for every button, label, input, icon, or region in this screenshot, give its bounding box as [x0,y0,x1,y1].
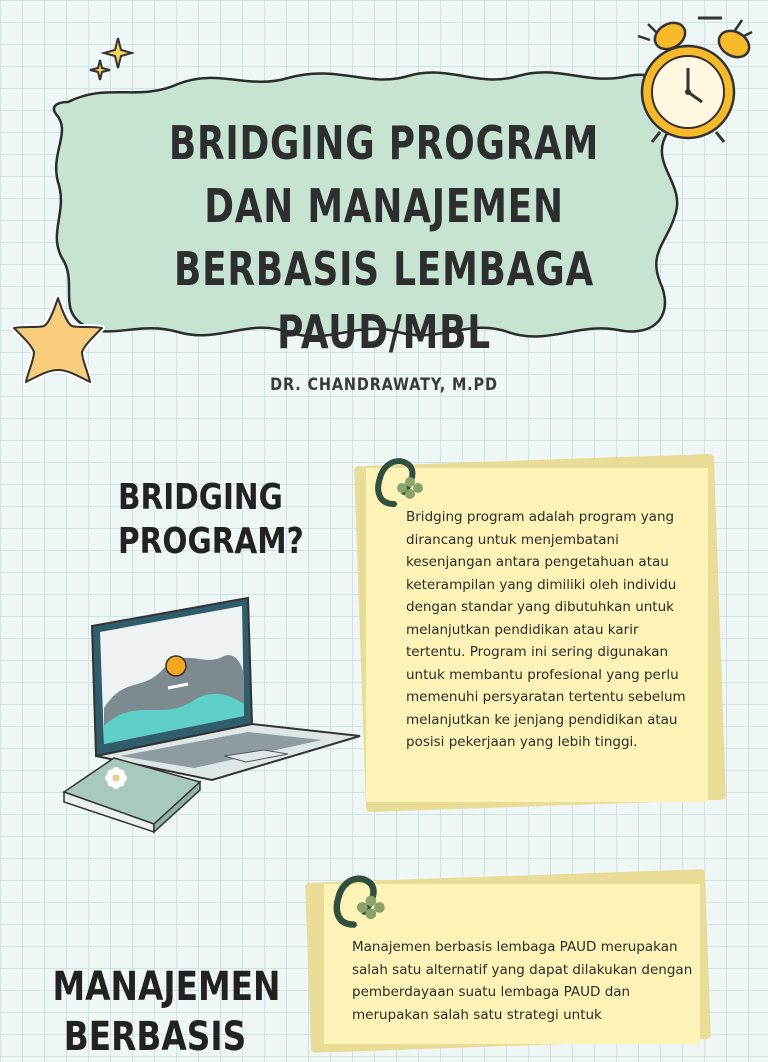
alarm-clock-icon [630,6,760,146]
star-icon [8,292,108,388]
section-heading-bridging: BRIDGING PROGRAM? [118,477,304,562]
section-heading-manajemen: MANAJEMEN BERBASIS [52,964,281,1060]
book-icon [58,752,206,834]
manajemen-description: Manajemen berbasis lembaga PAUD merupakan salah satu alternatif yang dapat dilakukan dengan pemberdayaan suatu lembaga PAUD dan merupakan salah satu strategi untuk [352,939,693,1023]
paperclip-icon [370,450,426,514]
bridging-description: Bridging program adalah program yang dirancang untuk menjembatani kesenjangan antara pengetahuan atau keterampilan yang dimiliki oleh individu dengan standar yang dibutuhkan untuk melanjutkan pendidikan atau karir tertentu. Program ini sering digunakan untuk membantu profesional yang perlu memenuhi persyaratan tertentu sebelum melanjutkan ke jenjang pendidikan atau posisi pekerjaan yang lebih tinggi. [406,509,686,750]
paperclip-icon [328,866,388,936]
author-name: DR. CHANDRAWATY, M.PD [270,375,498,395]
page-title: BRIDGING PROGRAM DAN MANAJEMEN BERBASIS LEMBAGA PAUD/MBL [168,116,600,359]
